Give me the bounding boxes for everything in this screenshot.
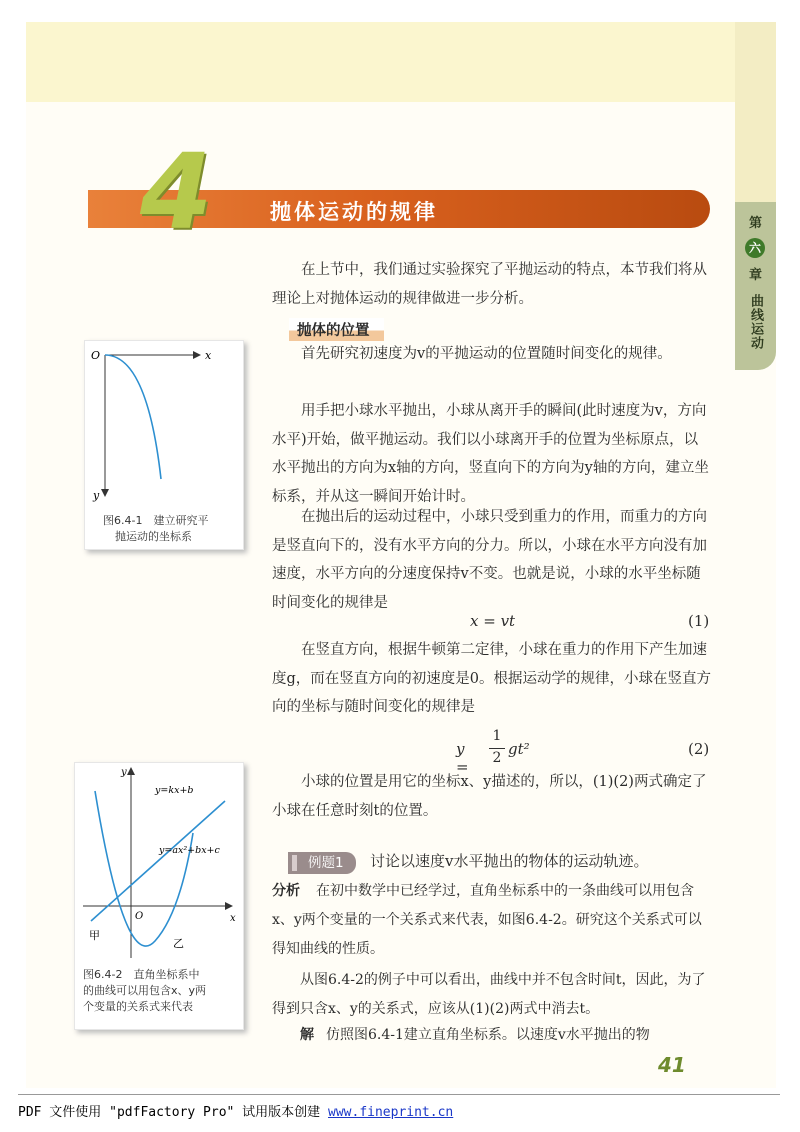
solution-paragraph — [272, 1021, 714, 1050]
line-equation-label: y=kx+b — [155, 785, 194, 796]
equation-2-left: y = — [456, 740, 469, 776]
footer-text: PDF 文件使用 "pdfFactory Pro" 试用版本创建 — [18, 1105, 321, 1120]
footer — [18, 1101, 453, 1120]
paragraph-5: 小球的位置是用它的坐标x、y描述的，所以，(1)(2)两式确定了小球在任意时刻t的位置。 — [272, 774, 707, 819]
subheading: 抛体的位置 — [289, 318, 384, 341]
figure-6-4-1 — [84, 340, 244, 550]
figure-2-caption-line-1: 图6.4-2 直角坐标系中 — [83, 968, 200, 981]
x-label: x — [205, 349, 212, 362]
paragraph-3: 在抛出后的运动过程中，小球只受到重力的作用，而重力的方向是竖直向下的，没有水平方向的分力。所以，小球在水平方向没有加速度，水平方向的分速度保持v不变。也就是说，小球的水平坐标随时间变化的规律是 — [272, 509, 707, 611]
chapter-tab — [735, 202, 776, 370]
x-axis-arrow — [225, 902, 233, 910]
figure-1-caption-line-1: 图6.4-1 建立研究平 — [103, 514, 209, 527]
footer-divider — [18, 1094, 780, 1095]
example-tag: 例题1 — [288, 852, 356, 874]
x-label: x — [230, 913, 236, 924]
yi-label: 乙 — [173, 937, 184, 950]
fraction-bar — [489, 748, 505, 749]
solution-text: 仿照图6.4-1建立直角坐标系。以速度v水平抛出的物 — [326, 1027, 650, 1043]
paragraph-4: 在竖直方向，根据牛顿第二定律，小球在重力的作用下产生加速度g，而在竖直方向的初速度是0。根据运动学的规律，小球在竖直方向的坐标与随时间变化的规律是 — [272, 642, 712, 715]
straight-line — [91, 801, 225, 921]
analysis-paragraph — [272, 877, 714, 964]
y-label: y — [121, 767, 127, 778]
figure-1-caption-line-2: 抛运动的坐标系 — [115, 530, 192, 543]
section-title: 抛体运动的规律 — [270, 200, 438, 224]
figure-6-4-2 — [74, 762, 244, 1030]
y-axis-arrow — [127, 767, 135, 775]
y-axis-arrow — [101, 489, 109, 497]
y-label: y — [93, 489, 100, 502]
analysis-text: 在初中数学中已经学过，直角坐标系中的一条曲线可以用包含x、y两个变量的一个关系式来代表，如图6.4-2。研究这个关系式可以得知曲线的性质。 — [272, 883, 702, 957]
parabola-curve — [95, 791, 193, 946]
equation-1-number: (1) — [688, 612, 710, 630]
equation-1: x = vt — [470, 612, 516, 630]
footer-link[interactable]: www.fineprint.cn — [328, 1105, 454, 1120]
top-band — [26, 22, 736, 102]
equation-2-right: gt² — [508, 740, 530, 758]
parabola-trajectory — [105, 355, 161, 479]
paragraph-2: 用手把小球水平抛出，小球从离开手的瞬间(此时速度为v，方向水平)开始，做平抛运动。我们以小球离开手的位置为坐标原点，以水平抛出的方向为x轴的方向，竖直向下的方向为y轴的方向，建立坐标系，并从这一瞬间开始计时。 — [272, 403, 709, 505]
chapter-name: 曲线运动 — [748, 294, 763, 350]
chapter-tab-top: 第 — [748, 216, 762, 231]
jia-label: 甲 — [89, 929, 100, 942]
parabola-equation-label: y=ax²+bx+c — [159, 845, 220, 856]
solution-label: 解 — [300, 1027, 314, 1043]
intro-paragraph: 在上节中，我们通过实验探究了平抛运动的特点，本节我们将从理论上对抛体运动的规律做进一步分析。 — [272, 262, 707, 307]
chapter-number: 六 — [745, 238, 765, 258]
figure-2-caption-line-2: 的曲线可以用包含x、y两 — [83, 984, 207, 997]
page-number: 41 — [658, 1053, 686, 1077]
figure-2-caption-line-3: 个变量的关系式来代表 — [83, 1000, 193, 1013]
equation-2-numerator: 1 — [492, 728, 502, 744]
x-axis-arrow — [193, 351, 201, 359]
analysis-label: 分析 — [272, 883, 300, 899]
equation-2-number: (2) — [688, 740, 710, 758]
analysis-paragraph-2: 从图6.4-2的例子中可以看出，曲线中并不包含时间t，因此，为了得到只含x、y的关系式，应该从(1)(2)两式中消去t。 — [272, 972, 706, 1017]
section-number: 4 — [140, 131, 213, 253]
chapter-label: 章 — [748, 268, 762, 283]
equation-2-denominator: 2 — [492, 750, 502, 766]
origin-label: O — [135, 911, 144, 922]
example-question: 讨论以速度v水平抛出的物体的运动轨迹。 — [370, 852, 649, 870]
paragraph-1: 首先研究初速度为v的平抛运动的位置随时间变化的规律。 — [301, 346, 672, 362]
origin-label: O — [91, 349, 101, 362]
